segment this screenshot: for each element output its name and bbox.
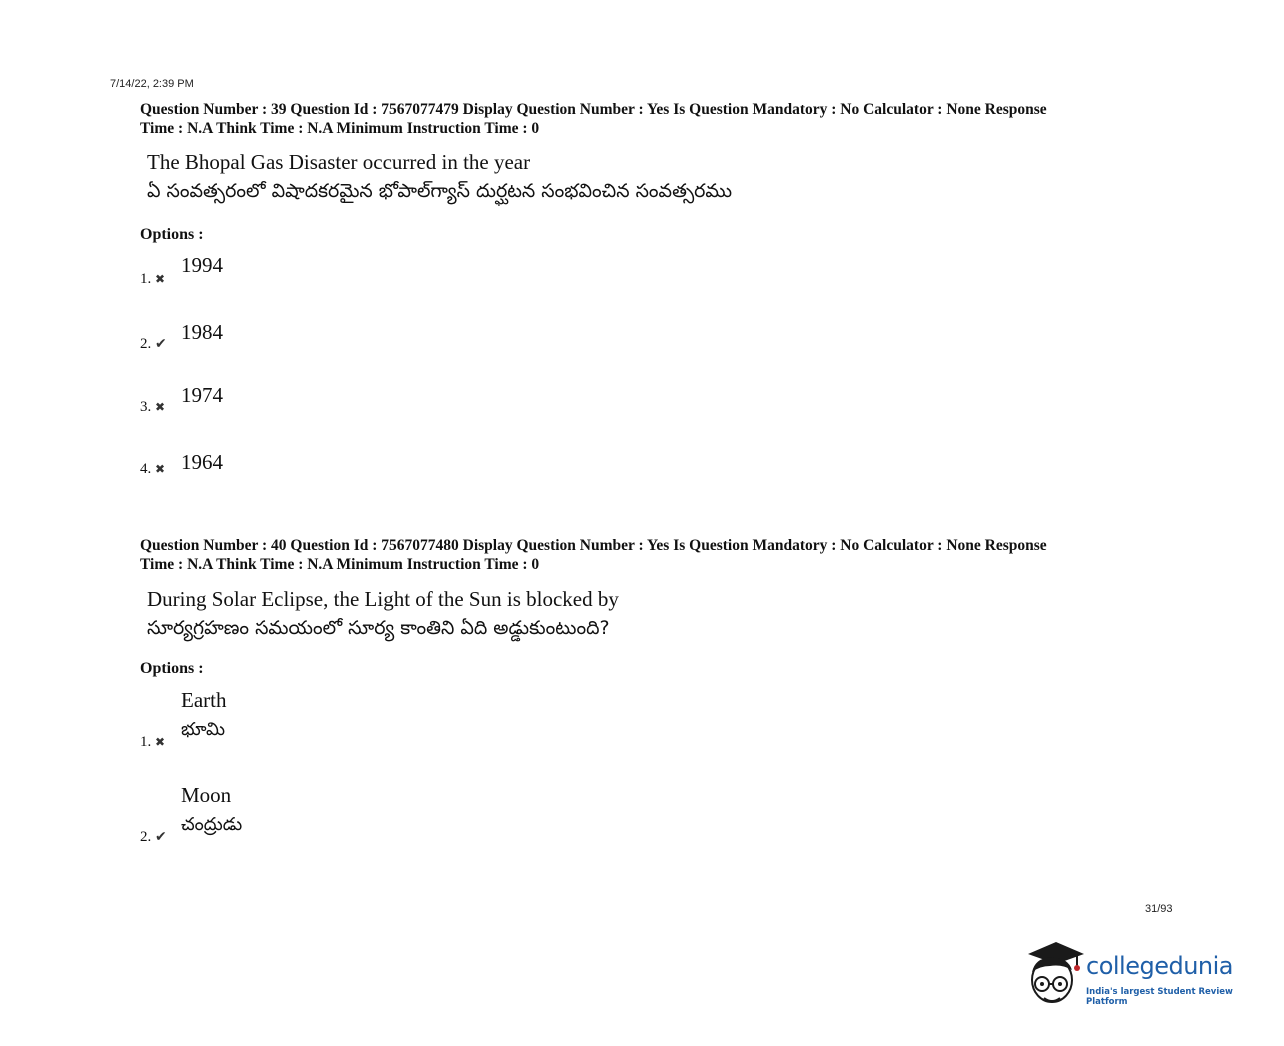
option-row: [140, 734, 165, 751]
option-number: 1.: [140, 734, 152, 750]
question-text-telugu: సూర్యగ్రహణం సమయంలో సూర్య కాంతిని ఏది అడ్డుకుంటుంది?: [147, 617, 610, 639]
option-text-telugu: భూమి: [181, 719, 226, 740]
question-39-text: [147, 148, 732, 206]
option-text-telugu: చంద్రుడు: [181, 814, 243, 835]
options-label: Options :: [140, 226, 204, 243]
meta-line-2: Time : N.A Think Time : N.A Minimum Instruction Time : 0: [140, 120, 540, 137]
question-40-text: [147, 585, 619, 643]
cross-mark-icon: ✖: [155, 735, 166, 749]
question-text-english: During Solar Eclipse, the Light of the Sun is blocked by: [147, 587, 619, 611]
option-number: 4.: [140, 461, 152, 477]
print-timestamp: 7/14/22, 2:39 PM: [110, 78, 194, 90]
option-text-english: Earth: [181, 688, 227, 712]
page-number: 31/93: [1145, 903, 1173, 915]
option-text: [181, 781, 242, 839]
mascot-icon: [1024, 940, 1084, 1010]
collegedunia-logo: [1024, 940, 1254, 1010]
options-label: Options :: [140, 660, 204, 677]
check-mark-icon: ✔: [155, 336, 167, 352]
option-text: 1964: [181, 450, 223, 474]
option-row: [140, 271, 165, 288]
option-row: [140, 399, 165, 416]
option-number: 1.: [140, 271, 152, 287]
cross-mark-icon: ✖: [155, 462, 166, 476]
option-text: [181, 686, 226, 744]
option-text: 1984: [181, 320, 223, 344]
option-text-english: Moon: [181, 783, 232, 807]
cross-mark-icon: ✖: [155, 400, 166, 414]
question-text-english: The Bhopal Gas Disaster occurred in the year: [147, 150, 531, 174]
option-text: 1994: [181, 253, 223, 277]
option-row: [140, 829, 167, 846]
meta-line-1: Question Number : 40 Question Id : 7567077480 Display Question Number : Yes Is Question Mandatory : No Calculator : None Response: [140, 537, 1047, 554]
logo-tagline: India's largest Student Review Platform: [1086, 987, 1233, 1007]
option-number: 2.: [140, 829, 152, 845]
question-39-meta: [140, 100, 1170, 138]
meta-line-1: Question Number : 39 Question Id : 7567077479 Display Question Number : Yes Is Question Mandatory : No Calculator : None Response: [140, 101, 1047, 118]
check-mark-icon: ✔: [155, 829, 167, 845]
meta-line-2: Time : N.A Think Time : N.A Minimum Instruction Time : 0: [140, 556, 540, 573]
cross-mark-icon: ✖: [155, 272, 166, 286]
logo-wordmark: collegedunia: [1086, 952, 1234, 980]
question-text-telugu: ఏ సంవత్సరంలో విషాదకరమైన భోపాల్‌గ్యాస్ దుర్ఘటన సంభవించిన సంవత్సరము: [147, 180, 733, 202]
option-row: [140, 461, 165, 478]
option-text: 1974: [181, 383, 223, 407]
option-number: 2.: [140, 336, 152, 352]
option-number: 3.: [140, 399, 152, 415]
option-row: [140, 336, 167, 353]
question-40-meta: [140, 536, 1170, 574]
